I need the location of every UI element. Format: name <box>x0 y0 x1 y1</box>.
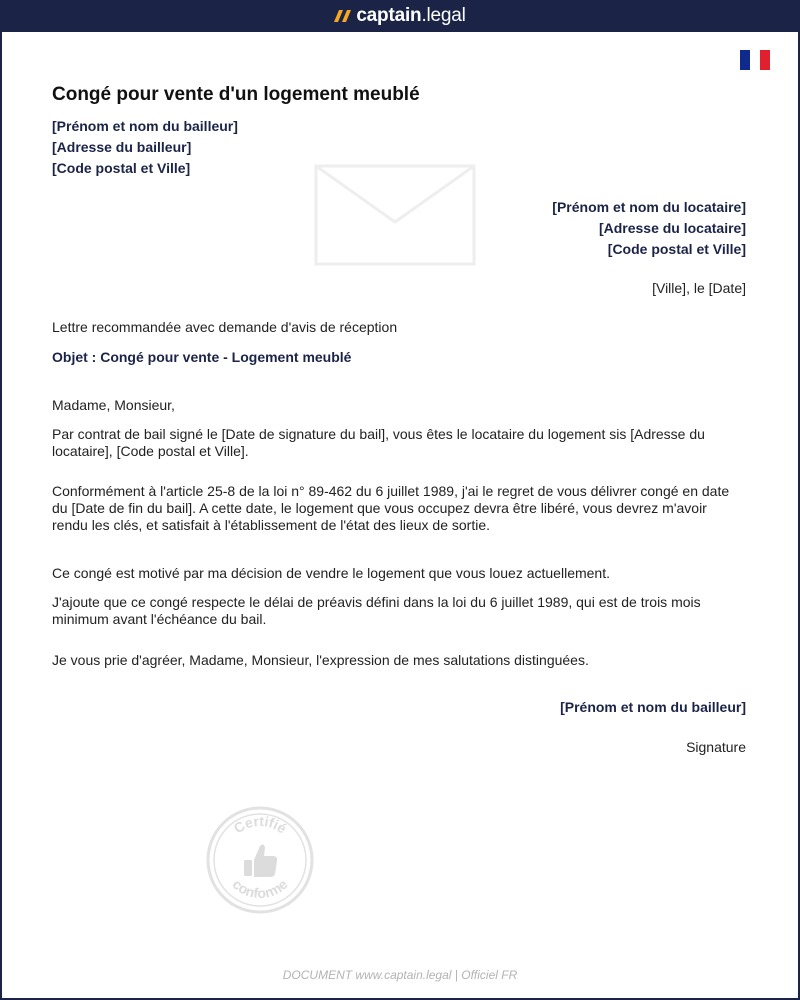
recipient-city: [Code postal et Ville] <box>607 241 746 257</box>
document-page <box>2 32 798 998</box>
signature-label: Signature <box>686 739 746 755</box>
stamp-line-1: Certifié <box>230 812 290 837</box>
paragraph-4: J'ajoute que ce congé respecte le délai de préavis défini dans la loi du 6 juillet 1989, qui est de trois mois minimum avant l'échéance du bail. <box>52 594 701 627</box>
logo-slash-icon <box>334 9 352 23</box>
paragraph-3: Ce congé est motivé par ma décision de vendre le logement que vous louez actuellement. <box>52 565 610 581</box>
document-footer: DOCUMENT www.captain.legal | Officiel FR <box>282 968 518 982</box>
top-bar <box>0 0 800 32</box>
svg-text:conforme <box>230 876 291 901</box>
certified-stamp-icon <box>204 804 316 916</box>
salutation: Madame, Monsieur, <box>52 397 175 413</box>
recipient-address: [Adresse du locataire] <box>598 220 746 236</box>
mail-type: Lettre recommandée avec demande d'avis de réception <box>52 319 398 335</box>
date-line: [Ville], le [Date] <box>652 280 746 296</box>
signature-name: [Prénom et nom du bailleur] <box>560 699 746 715</box>
paragraph-5: Je vous prie d'agréer, Madame, Monsieur, l'expression de mes salutations distinguées. <box>52 652 589 668</box>
captain-legal-logo[interactable] <box>334 5 465 27</box>
sender-city: [Code postal et Ville] <box>52 160 191 176</box>
logo-name: captain <box>356 5 422 26</box>
sender-name: [Prénom et nom du bailleur] <box>52 118 238 134</box>
svg-text:Certifié <box>231 813 290 837</box>
document-title: Congé pour vente d'un logement meublé <box>52 84 420 105</box>
stamp-line-2: conforme <box>229 875 291 902</box>
french-flag-icon[interactable] <box>740 50 770 70</box>
paragraph-2: Conformément à l'article 25-8 de la loi n° 89-462 du 6 juillet 1989, j'ai le regret de vous délivrer congé en date du [Date de fin du bail]. A cette date, le logement que vous occupez devra être libéré, vous devrez m'avoir rendu les clés, et satisfait à l'établissement de l'état des lieux de sortie. <box>52 483 730 533</box>
subject-line: Objet : Congé pour vente - Logement meublé <box>52 349 352 365</box>
logo-tld: .legal <box>421 5 466 26</box>
paragraph-1: Par contrat de bail signé le [Date de signature du bail], vous êtes le locataire du logement sis [Adresse du locataire], [Code postal et Ville]. <box>52 426 705 459</box>
recipient-name: [Prénom et nom du locataire] <box>552 199 746 215</box>
sender-address: [Adresse du bailleur] <box>52 139 192 155</box>
